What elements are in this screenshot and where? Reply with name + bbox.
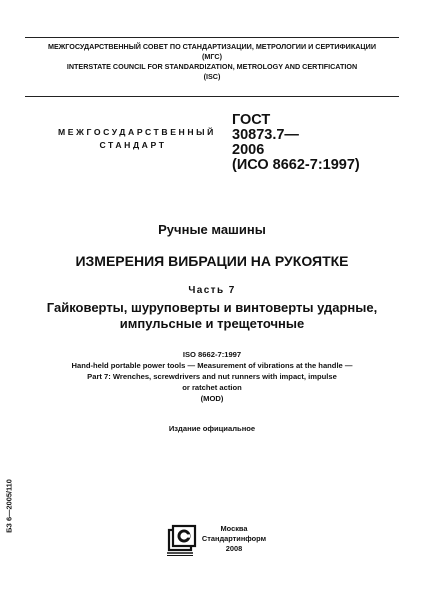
document-category: Ручные машины bbox=[158, 222, 266, 237]
standard-type-label bbox=[58, 126, 216, 152]
document-subtitle bbox=[0, 300, 424, 332]
iso-reference: ISO 8662-7:1997 bbox=[182, 350, 242, 359]
council-name-ru: МЕЖГОСУДАРСТВЕННЫЙ СОВЕТ ПО СТАНДАРТИЗАЦИИ, МЕТРОЛОГИИ И СЕРТИФИКАЦИИ bbox=[47, 42, 377, 51]
english-title-block bbox=[0, 349, 424, 404]
subtitle-line2: импульсные и трещеточные bbox=[119, 316, 305, 331]
gost-designation bbox=[232, 113, 360, 173]
publisher-name: Стандартинформ bbox=[201, 534, 267, 543]
english-title-line1: Hand-held portable power tools — Measurement of vibrations at the handle — bbox=[71, 361, 353, 370]
standard-type-line1: МЕЖГОСУДАРСТВЕННЫЙ bbox=[58, 127, 216, 137]
english-title-line2: Part 7: Wrenches, screwdrivers and nut runners with impact, impulse bbox=[87, 372, 337, 381]
gost-line1: ГОСТ bbox=[232, 112, 271, 128]
gost-line3: 2006 bbox=[232, 142, 265, 158]
english-title-line3: or ratchet action bbox=[182, 383, 242, 392]
publisher-city: Москва bbox=[220, 524, 248, 533]
gost-line4: (ИСО 8662-7:1997) bbox=[232, 157, 360, 173]
gost-line2: 30873.7— bbox=[232, 127, 299, 143]
council-header bbox=[25, 37, 399, 97]
publisher-block bbox=[200, 524, 268, 554]
council-abbr-en: (ISC) bbox=[203, 72, 221, 81]
part-number: Часть 7 bbox=[188, 285, 236, 296]
standartinform-logo-icon bbox=[163, 522, 199, 558]
subtitle-line1: Гайковерты, шуруповерты и винтоверты ударные, bbox=[46, 300, 378, 315]
council-name-en: INTERSTATE COUNCIL FOR STANDARDIZATION, METROLOGY AND CERTIFICATION bbox=[66, 62, 358, 71]
document-title: ИЗМЕРЕНИЯ ВИБРАЦИИ НА РУКОЯТКЕ bbox=[75, 253, 349, 269]
publisher-year: 2008 bbox=[225, 544, 243, 553]
council-abbr-ru: (МГС) bbox=[202, 52, 222, 61]
side-code bbox=[3, 466, 15, 546]
standard-type-line2: СТАНДАРТ bbox=[99, 140, 167, 150]
edition-note: Издание официальное bbox=[168, 424, 256, 433]
modification-mark: (MOD) bbox=[200, 394, 224, 403]
side-code-text: БЗ 6—2005/110 bbox=[4, 479, 14, 533]
